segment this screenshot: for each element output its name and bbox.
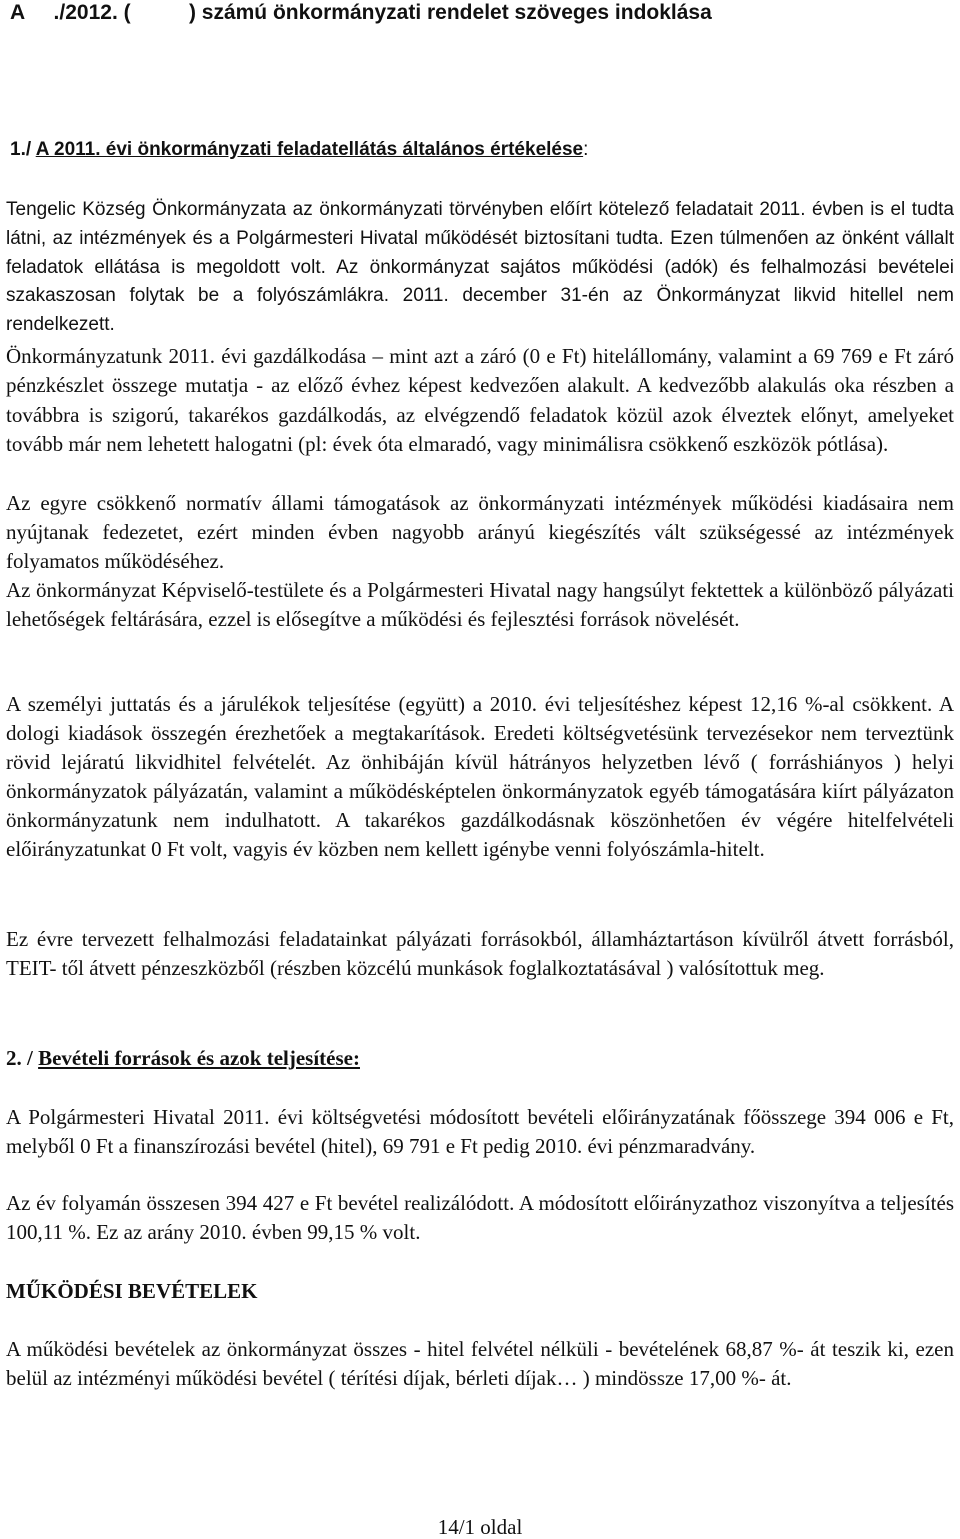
section-2-title: Bevételi források és azok teljesítése:	[38, 1046, 360, 1070]
section-1-heading	[10, 137, 588, 163]
page-number-footer: 14/1 oldal	[437, 1515, 523, 1539]
section-1-number: 1./	[10, 139, 32, 160]
paragraph-normativ: Az egyre csökkenő normatív állami támogatások az önkormányzati intézmények működési kiadásaira nem nyújtanak fedezetet, ezért minden évben nagyobb arányú kiegészítés vált szükségessé az intézmények folyamatos működéséhez.	[6, 491, 954, 573]
paragraph-teljesites: Az év folyamán összesen 394 427 e Ft bevétel realizálódott. A módosított előirányzathoz viszonyítva a teljesítés 100,11 %. Ez az arány 2010. évben 99,15 % volt.	[6, 1191, 954, 1244]
paragraph-eloiranyzat: A Polgármesteri Hivatal 2011. évi költségvetési módosított bevételi előirányzatának főösszege 394 006 e Ft, melyből 0 Ft a finanszírozási bevétel (hitel), 69 791 e Ft pedig 2010. évi pénzmaradvány.	[6, 1105, 954, 1158]
paragraph-gazdalkodas: Önkormányzatunk 2011. évi gazdálkodása – mint azt a záró (0 e Ft) hitelállomány, valamint a 69 769 e Ft záró pénzkészlet összege mutatja - az előző évhez képest kedvezően alakult. A kedvezőbb alakulás oka részben a továbbra is szigorú, takarékos gazdálkodás, az elvégzendő feladatok közül azok élveztek előnyt, amelyeket tovább már nem lehetett halogatni (pl: évek óta elmaradó, vagy minimálisra csökkenő eszközök pótlása).	[6, 344, 954, 456]
section-1-colon: :	[583, 139, 589, 160]
mukodesi-bevetelek-heading: MŰKÖDÉSI BEVÉTELEK	[6, 1279, 258, 1303]
section-2-number: 2. /	[6, 1046, 33, 1070]
paragraph-kepviselo: Az önkormányzat Képviselő-testülete és a Polgármesteri Hivatal nagy hangsúlyt fektettek a különböző pályázati lehetőségek feltárására, ezzel is elősegítve a működési és fejlesztési források növelését.	[6, 578, 954, 631]
section-1-title: A 2011. évi önkormányzati feladatellátás általános értékelése	[35, 139, 584, 160]
paragraph-mukodesi-bevetelek: A működési bevételek az önkormányzat összes - hitel felvétel nélküli - bevételének 68,87 %- át teszik ki, ezen belül az intézményi működési bevétel ( térítési díjak, bérleti díjak… ) mindössze 17,00 %- át.	[6, 1337, 954, 1390]
section-1-body: Tengelic Község Önkormányzata az önkormányzati törvényben előírt kötelező feladatait 2011. évben is el tudta látni, az intézmények és a Polgármesteri Hivatal működését biztosítani tudta. Ezen túlmenően az önként vállalt feladatok ellátása is megoldott volt. Az önkormányzat sajátos működési (adók) és felhalmozási bevételei szakaszosan folytak be a folyószámlákra. 2011. december 31-én az Önkormányzat likvid hitellel nem rendelkezett.	[6, 199, 954, 336]
paragraph-felhalmozasi: Ez évre tervezett felhalmozási feladatainkat pályázati forrásokból, államháztartáson kívülről átvett forrásból, TEIT- től átvett pénzeszközből (részben közcélú munkások foglalkoztatásával ) valósítottuk meg.	[6, 927, 954, 980]
section-2-heading	[6, 1044, 360, 1072]
document-title: A ./2012. ( ) számú önkormányzati rendelet szöveges indoklása	[10, 1, 712, 24]
paragraph-szemelyi: A személyi juttatás és a járulékok teljesítése (együtt) a 2010. évi teljesítéshez képest 12,16 %-al csökkent. A dologi kiadások összegén érezhetőek a megtakarítások. Eredeti költségvetésünk tervezésekor nem terveztünk rövid lejáratú likvidhitel felvételét. Az önhibáján kívül hátrányos helyzetben lévő ( forráshiányos ) helyi önkormányzatok pályázatán, valamint a működésképtelen önkormányzatok egyéb támogatására kiírt pályázaton önkormányzatunk nem indulhatott. A takarékos gazdálkodásnak köszönhetően év végére hitelfelvételi előirányzatunkat 0 Ft volt, vagyis év közben nem kellett igénybe venni folyószámla-hitelt.	[6, 692, 954, 861]
